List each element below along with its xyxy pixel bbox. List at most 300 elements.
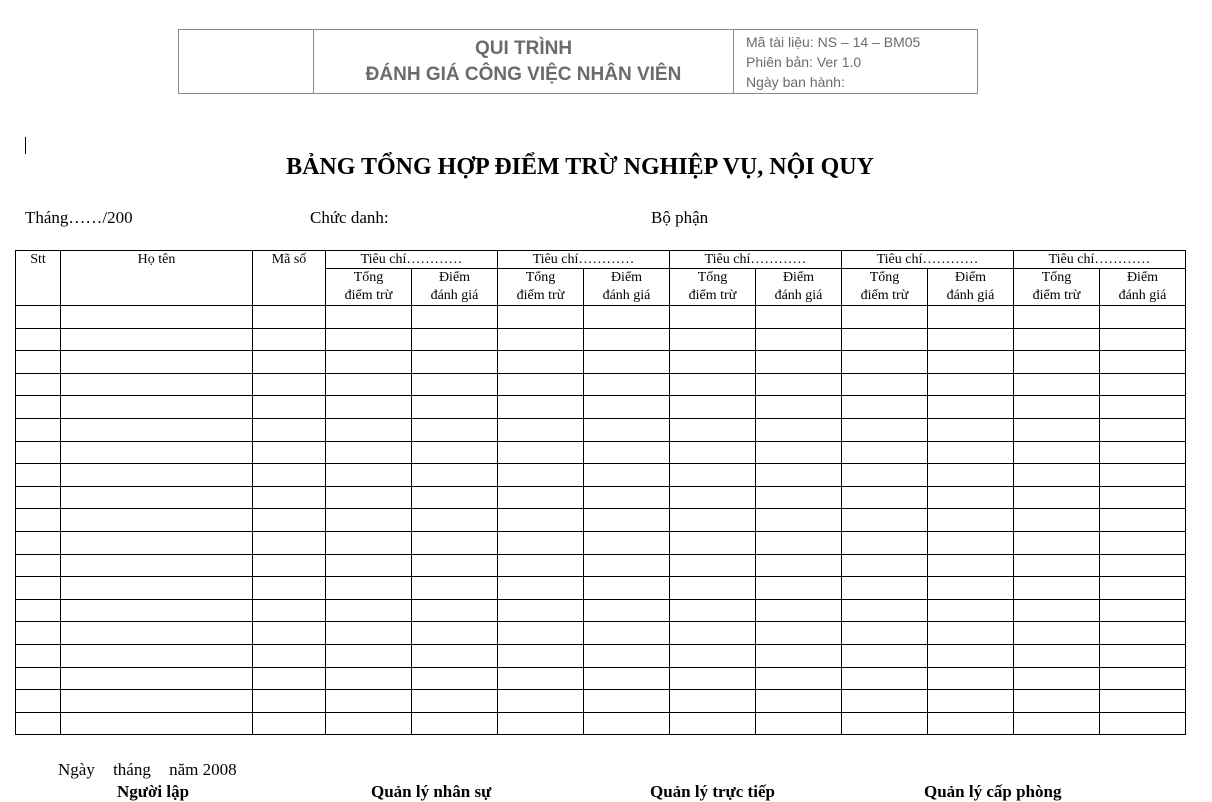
table-cell[interactable] — [326, 373, 412, 396]
table-body — [16, 306, 1186, 735]
table-cell[interactable] — [253, 373, 326, 396]
table-cell[interactable] — [584, 351, 670, 374]
table-cell[interactable] — [1100, 599, 1186, 622]
table-cell[interactable] — [670, 577, 756, 600]
table-cell[interactable] — [670, 486, 756, 509]
header-text: điểm trừ — [1032, 288, 1081, 303]
table-cell[interactable] — [928, 531, 1014, 554]
table-cell[interactable] — [1014, 644, 1100, 667]
table-cell[interactable] — [326, 554, 412, 577]
table-cell[interactable] — [670, 644, 756, 667]
header-total-deduction — [842, 269, 928, 306]
table-cell[interactable] — [584, 373, 670, 396]
table-row — [16, 690, 1186, 713]
table-cell[interactable] — [1014, 690, 1100, 713]
table-cell[interactable] — [1014, 667, 1100, 690]
table-cell[interactable] — [756, 328, 842, 351]
table-cell[interactable] — [61, 441, 253, 464]
table-cell[interactable] — [412, 373, 498, 396]
table-cell[interactable] — [1014, 396, 1100, 419]
table-cell[interactable] — [253, 486, 326, 509]
table-cell[interactable] — [584, 328, 670, 351]
table-row — [16, 554, 1186, 577]
table-cell[interactable] — [498, 396, 584, 419]
table-cell[interactable] — [412, 418, 498, 441]
table-cell[interactable] — [842, 509, 928, 532]
table-cell[interactable] — [842, 577, 928, 600]
table-cell[interactable] — [584, 554, 670, 577]
header-criteria-3: Tiêu chí………… — [670, 251, 842, 269]
table-cell[interactable] — [412, 554, 498, 577]
date-month: tháng — [113, 760, 151, 779]
table-cell[interactable] — [498, 712, 584, 735]
table-cell[interactable] — [16, 486, 61, 509]
table-cell[interactable] — [61, 373, 253, 396]
table-cell[interactable] — [253, 441, 326, 464]
document-header — [178, 29, 978, 94]
table-cell[interactable] — [326, 306, 412, 329]
header-evaluation-score — [584, 269, 670, 306]
header-text: Tổng — [1041, 270, 1072, 285]
header-text: Tổng — [869, 270, 900, 285]
table-cell[interactable] — [326, 531, 412, 554]
table-cell[interactable] — [326, 690, 412, 713]
table-cell[interactable] — [670, 531, 756, 554]
table-cell[interactable] — [756, 373, 842, 396]
table-cell[interactable] — [928, 396, 1014, 419]
table-cell[interactable] — [928, 351, 1014, 374]
table-cell[interactable] — [928, 373, 1014, 396]
table-cell[interactable] — [1014, 599, 1100, 622]
header-stt: Stt — [16, 251, 61, 306]
table-cell[interactable] — [1100, 351, 1186, 374]
table-cell[interactable] — [326, 441, 412, 464]
table-cell[interactable] — [16, 396, 61, 419]
table-cell[interactable] — [61, 418, 253, 441]
table-cell[interactable] — [412, 712, 498, 735]
table-cell[interactable] — [326, 644, 412, 667]
header-evaluation-score — [412, 269, 498, 306]
table-cell[interactable] — [928, 441, 1014, 464]
table-row — [16, 577, 1186, 600]
table-cell[interactable] — [584, 306, 670, 329]
header-text: điểm trừ — [344, 288, 393, 303]
table-cell[interactable] — [928, 509, 1014, 532]
table-cell[interactable] — [756, 418, 842, 441]
table-cell[interactable] — [498, 644, 584, 667]
table-cell[interactable] — [842, 306, 928, 329]
table-cell[interactable] — [61, 464, 253, 487]
doc-version: Phiên bản: Ver 1.0 — [746, 54, 862, 70]
table-cell[interactable] — [928, 306, 1014, 329]
table-cell[interactable] — [253, 712, 326, 735]
table-cell[interactable] — [61, 690, 253, 713]
table-cell[interactable] — [412, 531, 498, 554]
table-cell[interactable] — [928, 464, 1014, 487]
table-cell[interactable] — [670, 351, 756, 374]
table-cell[interactable] — [412, 509, 498, 532]
table-cell[interactable] — [928, 328, 1014, 351]
table-cell[interactable] — [1100, 441, 1186, 464]
header-total-deduction — [670, 269, 756, 306]
table-cell[interactable] — [412, 328, 498, 351]
table-cell[interactable] — [412, 690, 498, 713]
table-cell[interactable] — [842, 351, 928, 374]
table-cell[interactable] — [253, 418, 326, 441]
table-cell[interactable] — [498, 577, 584, 600]
table-cell[interactable] — [253, 667, 326, 690]
table-cell[interactable] — [756, 464, 842, 487]
table-cell[interactable] — [756, 667, 842, 690]
table-row — [16, 396, 1186, 419]
table-cell[interactable] — [928, 712, 1014, 735]
header-text: Điểm — [1126, 270, 1159, 285]
table-cell[interactable] — [670, 712, 756, 735]
table-cell[interactable] — [61, 712, 253, 735]
table-cell[interactable] — [498, 509, 584, 532]
table-cell[interactable] — [1100, 531, 1186, 554]
table-cell[interactable] — [326, 599, 412, 622]
signer-hr-manager: Quản lý nhân sự — [371, 782, 492, 801]
table-cell[interactable] — [253, 328, 326, 351]
table-cell[interactable] — [670, 328, 756, 351]
table-cell[interactable] — [928, 554, 1014, 577]
table-cell[interactable] — [670, 306, 756, 329]
table-cell[interactable] — [928, 577, 1014, 600]
table-row — [16, 441, 1186, 464]
table-cell[interactable] — [842, 531, 928, 554]
table-cell[interactable] — [1100, 577, 1186, 600]
table-cell[interactable] — [670, 554, 756, 577]
header-criteria-5: Tiêu chí………… — [1014, 251, 1186, 269]
table-cell[interactable] — [61, 306, 253, 329]
table-cell[interactable] — [61, 328, 253, 351]
table-cell[interactable] — [584, 531, 670, 554]
table-cell[interactable] — [253, 351, 326, 374]
table-cell[interactable] — [756, 351, 842, 374]
table-cell[interactable] — [584, 577, 670, 600]
table-cell[interactable] — [584, 644, 670, 667]
table-cell[interactable] — [584, 622, 670, 645]
table-row — [16, 622, 1186, 645]
table-cell[interactable] — [253, 396, 326, 419]
table-cell[interactable] — [412, 644, 498, 667]
table-cell[interactable] — [842, 328, 928, 351]
table-cell[interactable] — [842, 373, 928, 396]
table-row — [16, 509, 1186, 532]
table-cell[interactable] — [61, 351, 253, 374]
table-cell[interactable] — [412, 667, 498, 690]
table-cell[interactable] — [584, 418, 670, 441]
table-row — [16, 328, 1186, 351]
table-cell[interactable] — [326, 328, 412, 351]
table-cell[interactable] — [842, 712, 928, 735]
table-cell[interactable] — [584, 667, 670, 690]
text-cursor — [25, 137, 26, 154]
table-cell[interactable] — [498, 373, 584, 396]
table-row — [16, 418, 1186, 441]
table-cell[interactable] — [1014, 531, 1100, 554]
table-cell[interactable] — [326, 464, 412, 487]
table-cell[interactable] — [756, 622, 842, 645]
table-cell[interactable] — [1100, 667, 1186, 690]
table-cell[interactable] — [253, 464, 326, 487]
table-cell[interactable] — [756, 712, 842, 735]
table-cell[interactable] — [326, 418, 412, 441]
table-cell[interactable] — [16, 441, 61, 464]
table-cell[interactable] — [253, 599, 326, 622]
table-cell[interactable] — [61, 396, 253, 419]
table-row — [16, 712, 1186, 735]
table-cell[interactable] — [16, 328, 61, 351]
table-cell[interactable] — [842, 396, 928, 419]
table-cell[interactable] — [584, 441, 670, 464]
table-cell[interactable] — [16, 622, 61, 645]
table-cell[interactable] — [584, 599, 670, 622]
table-cell[interactable] — [412, 486, 498, 509]
table-cell[interactable] — [1100, 373, 1186, 396]
table-cell[interactable] — [756, 554, 842, 577]
table-cell[interactable] — [326, 667, 412, 690]
table-cell[interactable] — [326, 396, 412, 419]
table-cell[interactable] — [842, 418, 928, 441]
table-cell[interactable] — [1014, 441, 1100, 464]
table-cell[interactable] — [253, 644, 326, 667]
table-cell[interactable] — [842, 622, 928, 645]
table-cell[interactable] — [1100, 328, 1186, 351]
department-field[interactable]: Bộ phận — [651, 208, 709, 227]
table-cell[interactable] — [756, 644, 842, 667]
month-field[interactable]: Tháng……/200 — [25, 208, 133, 227]
table-cell[interactable] — [498, 306, 584, 329]
table-cell[interactable] — [498, 418, 584, 441]
table-cell[interactable] — [1100, 486, 1186, 509]
table-cell[interactable] — [61, 577, 253, 600]
position-field[interactable]: Chức danh: — [310, 208, 389, 227]
table-row — [16, 351, 1186, 374]
table-cell[interactable] — [61, 599, 253, 622]
table-cell[interactable] — [1014, 306, 1100, 329]
table-cell[interactable] — [16, 667, 61, 690]
table-cell[interactable] — [584, 464, 670, 487]
table-cell[interactable] — [1100, 554, 1186, 577]
procedure-title — [314, 30, 734, 93]
table-cell[interactable] — [61, 554, 253, 577]
table-cell[interactable] — [842, 554, 928, 577]
table-cell[interactable] — [670, 396, 756, 419]
table-cell[interactable] — [61, 644, 253, 667]
table-cell[interactable] — [928, 690, 1014, 713]
table-row — [16, 464, 1186, 487]
header-text: đánh giá — [1118, 288, 1167, 303]
table-cell[interactable] — [61, 531, 253, 554]
table-cell[interactable] — [498, 690, 584, 713]
table-cell[interactable] — [498, 464, 584, 487]
table-cell[interactable] — [928, 667, 1014, 690]
table-cell[interactable] — [670, 667, 756, 690]
header-total-deduction — [498, 269, 584, 306]
table-cell[interactable] — [842, 690, 928, 713]
table-cell[interactable] — [412, 306, 498, 329]
table-cell[interactable] — [253, 509, 326, 532]
table-cell[interactable] — [670, 418, 756, 441]
table-cell[interactable] — [1014, 328, 1100, 351]
table-cell[interactable] — [412, 464, 498, 487]
header-text: đánh giá — [946, 288, 995, 303]
table-cell[interactable] — [756, 509, 842, 532]
table-cell[interactable] — [61, 509, 253, 532]
table-cell[interactable] — [498, 486, 584, 509]
table-cell[interactable] — [61, 622, 253, 645]
doc-issue-date: Ngày ban hành: — [746, 74, 845, 90]
table-cell[interactable] — [1100, 418, 1186, 441]
table-cell[interactable] — [842, 441, 928, 464]
table-cell[interactable] — [756, 690, 842, 713]
table-cell[interactable] — [498, 622, 584, 645]
table-cell[interactable] — [670, 690, 756, 713]
header-text: điểm trừ — [516, 288, 565, 303]
table-cell[interactable] — [498, 441, 584, 464]
table-cell[interactable] — [1014, 486, 1100, 509]
table-cell[interactable] — [1014, 509, 1100, 532]
table-cell[interactable] — [498, 599, 584, 622]
table-cell[interactable] — [842, 464, 928, 487]
table-cell[interactable] — [756, 531, 842, 554]
table-cell[interactable] — [498, 531, 584, 554]
table-cell[interactable] — [670, 509, 756, 532]
table-cell[interactable] — [584, 509, 670, 532]
table-cell[interactable] — [412, 622, 498, 645]
table-cell[interactable] — [842, 667, 928, 690]
table-cell[interactable] — [756, 306, 842, 329]
table-cell[interactable] — [326, 486, 412, 509]
table-cell[interactable] — [253, 690, 326, 713]
table-cell[interactable] — [253, 622, 326, 645]
table-cell[interactable] — [16, 306, 61, 329]
table-cell[interactable] — [1014, 373, 1100, 396]
table-cell[interactable] — [584, 690, 670, 713]
table-cell[interactable] — [1014, 464, 1100, 487]
table-cell[interactable] — [670, 622, 756, 645]
table-cell[interactable] — [756, 486, 842, 509]
procedure-title-line2: ĐÁNH GIÁ CÔNG VIỆC NHÂN VIÊN — [365, 63, 682, 85]
table-cell[interactable] — [16, 464, 61, 487]
table-cell[interactable] — [16, 712, 61, 735]
table-cell[interactable] — [326, 622, 412, 645]
table-cell[interactable] — [412, 441, 498, 464]
table-cell[interactable] — [326, 712, 412, 735]
table-cell[interactable] — [584, 712, 670, 735]
table-cell[interactable] — [326, 509, 412, 532]
signer-direct-manager: Quản lý trực tiếp — [650, 782, 775, 801]
date-year: năm 2008 — [169, 760, 237, 779]
table-cell[interactable] — [412, 351, 498, 374]
table-cell[interactable] — [1100, 690, 1186, 713]
table-cell[interactable] — [1014, 418, 1100, 441]
header-text: đánh giá — [774, 288, 823, 303]
table-cell[interactable] — [498, 328, 584, 351]
table-cell[interactable] — [842, 599, 928, 622]
table-cell[interactable] — [756, 441, 842, 464]
table-cell[interactable] — [253, 577, 326, 600]
header-text: Điểm — [782, 270, 815, 285]
table-cell[interactable] — [928, 644, 1014, 667]
table-cell[interactable] — [253, 306, 326, 329]
table-cell[interactable] — [756, 599, 842, 622]
table-cell[interactable] — [61, 667, 253, 690]
table-cell[interactable] — [1100, 712, 1186, 735]
table-cell[interactable] — [584, 486, 670, 509]
table-cell[interactable] — [16, 554, 61, 577]
table-row — [16, 667, 1186, 690]
table-cell[interactable] — [928, 622, 1014, 645]
table-cell[interactable] — [670, 441, 756, 464]
table-cell[interactable] — [326, 351, 412, 374]
table-row — [16, 373, 1186, 396]
table-cell[interactable] — [1100, 464, 1186, 487]
table-cell[interactable] — [16, 509, 61, 532]
table-cell[interactable] — [1100, 622, 1186, 645]
table-cell[interactable] — [842, 644, 928, 667]
table-cell[interactable] — [412, 396, 498, 419]
table-cell[interactable] — [498, 554, 584, 577]
header-text: Điểm — [438, 270, 471, 285]
table-cell[interactable] — [756, 577, 842, 600]
table-cell[interactable] — [670, 599, 756, 622]
table-cell[interactable] — [1100, 306, 1186, 329]
table-cell[interactable] — [16, 418, 61, 441]
table-cell[interactable] — [16, 599, 61, 622]
table-cell[interactable] — [1014, 351, 1100, 374]
table-cell[interactable] — [756, 396, 842, 419]
table-cell[interactable] — [670, 464, 756, 487]
table-cell[interactable] — [498, 667, 584, 690]
table-cell[interactable] — [16, 373, 61, 396]
signer-department-manager: Quản lý cấp phòng — [924, 782, 1062, 801]
table-cell[interactable] — [1014, 554, 1100, 577]
table-cell[interactable] — [16, 577, 61, 600]
table-cell[interactable] — [928, 486, 1014, 509]
signer-preparer: Người lập — [117, 782, 190, 801]
table-cell[interactable] — [412, 599, 498, 622]
table-cell[interactable] — [1014, 712, 1100, 735]
table-cell[interactable] — [16, 531, 61, 554]
table-cell[interactable] — [928, 599, 1014, 622]
procedure-title-line1: QUI TRÌNH — [474, 37, 573, 59]
table-cell[interactable] — [16, 351, 61, 374]
table-cell[interactable] — [326, 577, 412, 600]
table-cell[interactable] — [16, 644, 61, 667]
table-cell[interactable] — [412, 577, 498, 600]
table-cell[interactable] — [1100, 644, 1186, 667]
table-row — [16, 599, 1186, 622]
table-cell[interactable] — [1014, 622, 1100, 645]
table-cell[interactable] — [1100, 396, 1186, 419]
table-cell[interactable] — [1014, 577, 1100, 600]
table-cell[interactable] — [253, 554, 326, 577]
table-cell[interactable] — [584, 396, 670, 419]
table-cell[interactable] — [61, 486, 253, 509]
table-cell[interactable] — [16, 690, 61, 713]
table-cell[interactable] — [1100, 509, 1186, 532]
table-cell[interactable] — [253, 531, 326, 554]
table-cell[interactable] — [498, 351, 584, 374]
table-cell[interactable] — [842, 486, 928, 509]
header-name: Họ tên — [61, 251, 253, 306]
date-day: Ngày — [58, 760, 95, 779]
table-cell[interactable] — [928, 418, 1014, 441]
table-cell[interactable] — [670, 373, 756, 396]
